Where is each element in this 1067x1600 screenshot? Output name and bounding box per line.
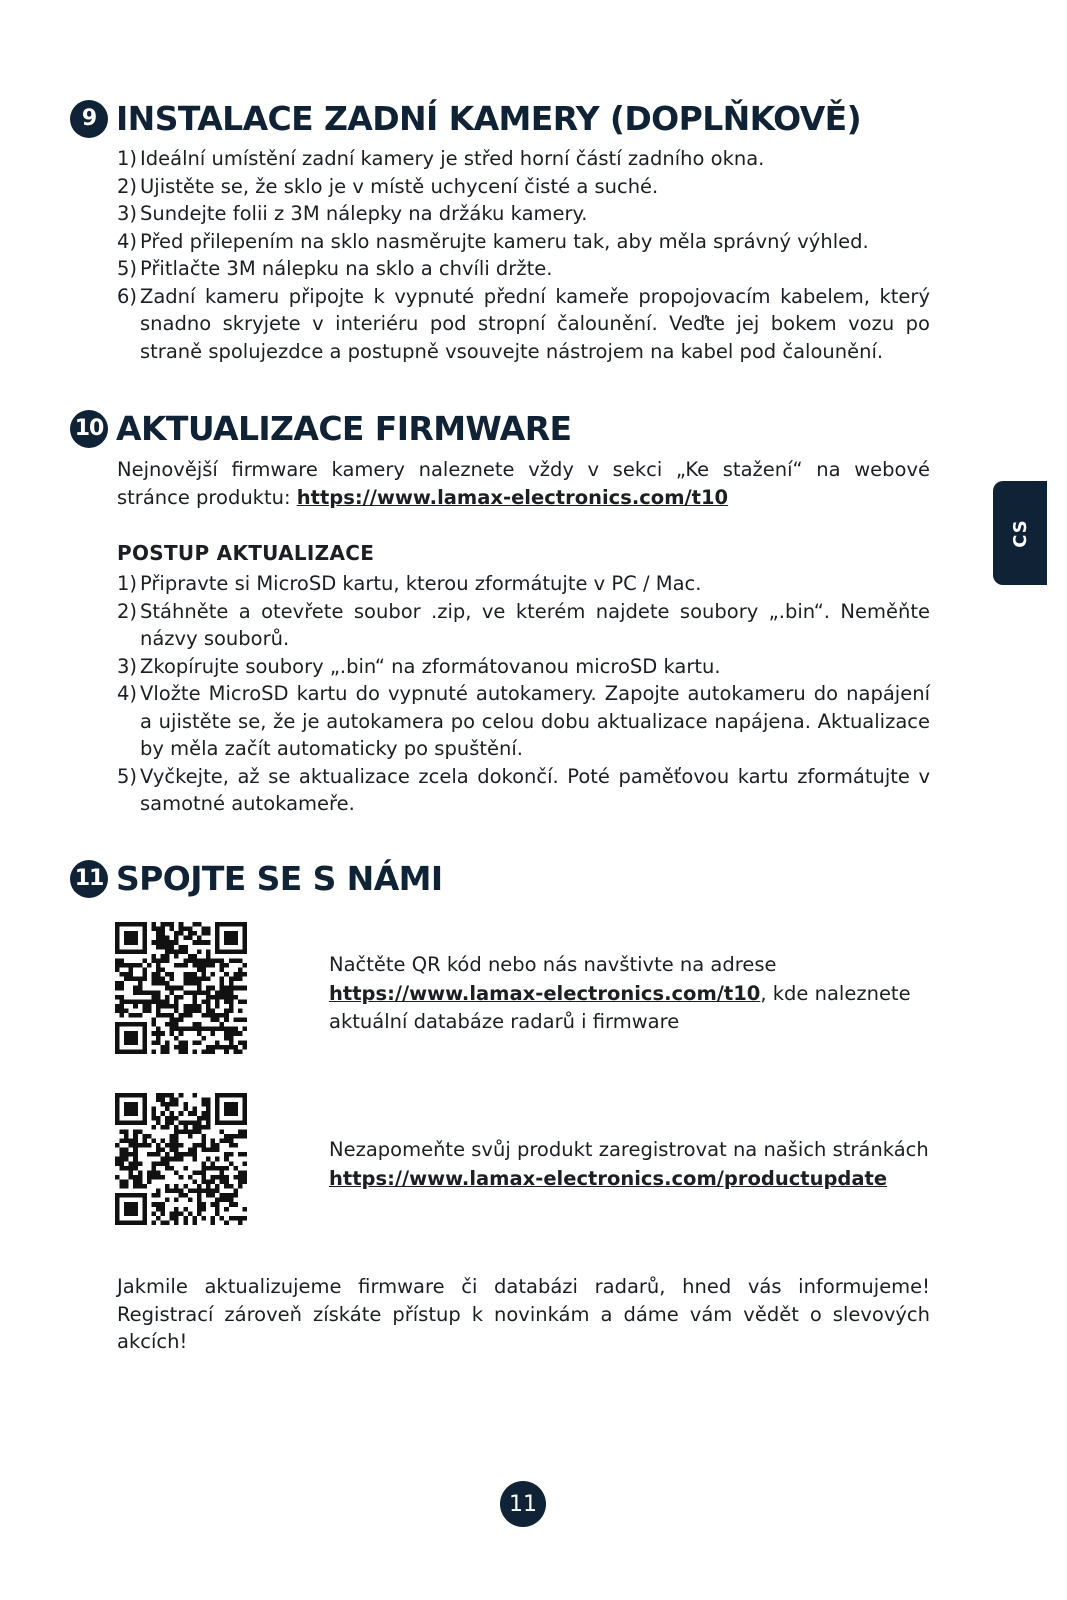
list-item: 3) Sundejte folii z 3M nálepky na držáku kamery. xyxy=(117,202,588,225)
list-item: 1) Připravte si MicroSD kartu, kterou zformátujte v PC / Mac. xyxy=(117,572,702,595)
t10-link[interactable]: https://www.lamax-electronics.com/t10 xyxy=(329,981,761,1005)
section-10-heading xyxy=(70,409,571,448)
qr2-text: Nezapomeňte svůj produkt zaregistrovat na našich stránkách https://www.lamax-electronics.com/productupdate xyxy=(329,1138,929,1190)
firmware-link[interactable]: https://www.lamax-electronics.com/t10 xyxy=(296,485,729,509)
update-procedure-heading: POSTUP AKTUALIZACE xyxy=(117,541,375,565)
list-item: 4) Vložte MicroSD kartu do vypnuté autokamery. Zapojte autokameru do napájení a ujistěte se, že je autokamera po celou dobu aktualizace napájena. Aktualizace by měla začít automaticky po spuštění. xyxy=(117,682,930,760)
list-item: 5) Vyčkejte, až se aktualizace zcela dokončí. Poté paměťovou kartu zformátujte v samotné autokameře. xyxy=(117,764,930,815)
install-steps-list xyxy=(117,145,930,365)
section-11-heading xyxy=(70,859,443,898)
list-item: 5) Přitlačte 3M nálepku na sklo a chvíli držte. xyxy=(117,257,553,280)
section-title: SPOJTE SE S NÁMI xyxy=(116,859,443,898)
list-item: 4) Před přilepením na sklo nasměrujte kameru tak, aby měla správný výhled. xyxy=(117,229,869,253)
firmware-intro: Nejnovější firmware kamery naleznete vždy v sekci „Ke stažení“ na webové stránce produktu: https://www.lamax-electronics.com/t10 xyxy=(117,458,930,509)
page-number: 11 xyxy=(500,1481,546,1527)
section-9-heading xyxy=(70,99,861,138)
list-item: 6) Zadní kameru připojte k vypnuté přední kameře propojovacím kabelem, který snadno skryjete v interiéru pod stropní čalounění. Veďte jej bokem vozu po straně spolujezdce a postupně vsouvejte nástrojem na kabel pod čalounění. xyxy=(117,284,930,363)
language-tab: CS xyxy=(993,481,1047,585)
list-item: 1) Ideální umístění zadní kamery je střed horní částí zadního okna. xyxy=(117,147,765,170)
section-number-badge: 9 xyxy=(70,100,108,138)
list-item: 2) Ujistěte se, že sklo je v místě uchycení čisté a suché. xyxy=(117,174,659,198)
list-item: 2) Stáhněte a otevřete soubor .zip, ve kterém najdete soubory „.bin“. Neměňte názvy souborů. xyxy=(117,599,930,650)
list-item: 3) Zkopírujte soubory „.bin“ na zformátovanou microSD kartu. xyxy=(117,654,721,678)
section-number-badge: 11 xyxy=(70,860,108,898)
qr-code-icon[interactable] xyxy=(115,922,247,1054)
productupdate-link[interactable]: https://www.lamax-electronics.com/productupdate xyxy=(329,1166,888,1190)
section-title: INSTALACE ZADNÍ KAMERY (DOPLŇKOVĚ) xyxy=(116,99,862,138)
closing-paragraph: Jakmile aktualizujeme firmware či databázi radarů, hned vás informujeme! Registrací zároveň získáte přístup k novinkám a dáme vám vědět o slevových akcích! xyxy=(117,1275,930,1353)
qr-code-icon[interactable] xyxy=(115,1093,247,1225)
update-steps-list xyxy=(117,570,930,818)
qr1-text: Načtěte QR kód nebo nás navštivte na adrese https://www.lamax-electronics.com/t10, kde naleznete aktuální databáze radarů i firmware xyxy=(329,953,911,1033)
section-number-badge: 10 xyxy=(70,410,108,448)
section-title: AKTUALIZACE FIRMWARE xyxy=(116,409,572,448)
